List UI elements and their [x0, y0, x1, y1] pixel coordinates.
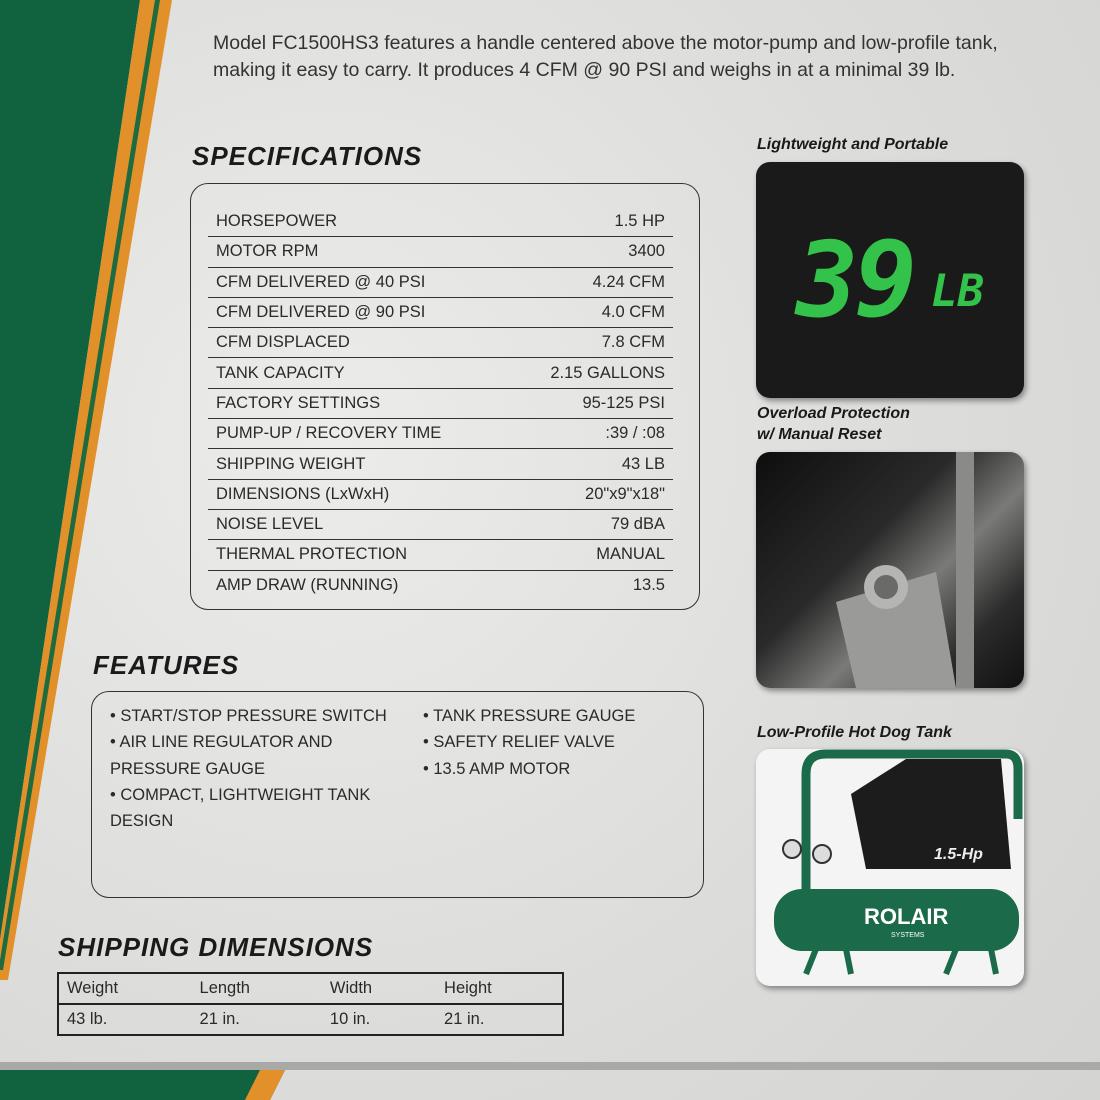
weight-display-panel: [756, 162, 1024, 398]
specifications-heading: SPECIFICATIONS: [192, 141, 423, 171]
feature-item: • START/STOP PRESSURE SWITCH: [110, 707, 387, 725]
compressor-illustration: [756, 749, 1024, 986]
spec-row: [208, 298, 673, 328]
spec-label: PUMP-UP / RECOVERY TIME: [216, 424, 442, 443]
table-header-cell: Length: [192, 973, 322, 1004]
table-row: [58, 1004, 563, 1035]
features-heading: FEATURES: [93, 650, 240, 680]
overload-caption-line: w/ Manual Reset: [757, 426, 882, 443]
spec-value: 79 dBA: [610, 515, 665, 534]
table-header-cell: Width: [322, 973, 436, 1004]
spec-label: CFM DELIVERED @ 90 PSI: [216, 303, 426, 322]
feature-item: • TANK PRESSURE GAUGE: [423, 707, 636, 725]
spec-value: 1.5 HP: [614, 212, 665, 231]
spec-row: [208, 207, 673, 237]
feature-item: • COMPACT, LIGHTWEIGHT TANK DESIGN: [110, 785, 371, 831]
brand-sub: SYSTEMS: [891, 932, 925, 939]
weight-number: 39: [795, 219, 914, 341]
spec-value: 4.0 CFM: [601, 303, 665, 322]
spec-row: [208, 571, 673, 601]
spec-label: HORSEPOWER: [216, 212, 338, 231]
spec-label: THERMAL PROTECTION: [216, 545, 407, 564]
spec-row: [208, 328, 673, 358]
intro-text: Model FC1500HS3 features a handle centered above the motor-pump and low-profile tank, making it easy to carry. It produces 4 CFM @ 90 PSI and weighs in at a minimal 39 lb.: [213, 32, 998, 81]
table-cell: 43 lb.: [58, 1004, 192, 1035]
weight-unit: LB: [931, 265, 985, 317]
features-right-list: [423, 703, 683, 782]
shipping-dimensions-table: [57, 972, 564, 1036]
spec-value: 13.5: [632, 576, 665, 595]
lightweight-caption: Lightweight and Portable: [757, 136, 949, 153]
spec-row: [208, 237, 673, 267]
spec-label: SHIPPING WEIGHT: [216, 454, 366, 473]
spec-label: FACTORY SETTINGS: [216, 393, 381, 412]
shipping-dimensions-heading: SHIPPING DIMENSIONS: [58, 932, 374, 962]
spec-label: CFM DELIVERED @ 40 PSI: [216, 272, 426, 291]
spec-row: [208, 268, 673, 298]
table-header-cell: Height: [436, 973, 563, 1004]
brand-logo: ROLAIR: [864, 904, 949, 929]
bottom-divider: [0, 1062, 1100, 1070]
table-header-cell: Weight: [58, 973, 192, 1004]
overload-caption-line: Overload Protection: [757, 405, 910, 422]
features-left-list: [110, 703, 400, 834]
spec-value: 20"x9"x18": [585, 484, 665, 503]
feature-item: • 13.5 AMP MOTOR: [423, 759, 571, 778]
compressor-photo: [756, 749, 1024, 986]
feature-item: • AIR LINE REGULATOR AND PRESSURE GAUGE: [110, 733, 333, 778]
spec-label: TANK CAPACITY: [216, 363, 345, 382]
spec-value: 7.8 CFM: [601, 333, 665, 352]
table-cell: 21 in.: [436, 1004, 563, 1035]
hp-label: 1.5-Hp: [934, 846, 983, 863]
spec-label: MOTOR RPM: [216, 242, 319, 261]
spec-row: [208, 540, 673, 570]
spec-label: AMP DRAW (RUNNING): [216, 576, 399, 595]
spec-value: 4.24 CFM: [592, 272, 665, 291]
overload-reset-photo: [756, 452, 1024, 688]
tank-caption: Low-Profile Hot Dog Tank: [757, 724, 952, 741]
spec-label: CFM DISPLACED: [216, 333, 350, 352]
spec-row: [208, 359, 673, 389]
spec-value: :39 / :08: [605, 424, 665, 443]
spec-row: [208, 510, 673, 540]
spec-row: [208, 419, 673, 449]
spec-row: [208, 480, 673, 510]
spec-label: NOISE LEVEL: [216, 515, 324, 534]
reset-button-illustration: [756, 452, 1024, 688]
feature-item: • SAFETY RELIEF VALVE: [423, 733, 615, 752]
spec-value: 3400: [628, 242, 665, 261]
spec-row: [208, 389, 673, 419]
table-cell: 10 in.: [322, 1004, 436, 1035]
overload-caption: [757, 403, 910, 445]
table-cell: 21 in.: [192, 1004, 322, 1035]
spec-label: DIMENSIONS (LxWxH): [216, 484, 390, 503]
spec-value: 2.15 GALLONS: [550, 363, 665, 382]
spec-value: 43 LB: [621, 454, 665, 473]
spec-value: 95-125 PSI: [582, 393, 665, 412]
spec-value: MANUAL: [596, 545, 665, 564]
table-header-row: [58, 973, 563, 1004]
spec-row: [208, 449, 673, 479]
